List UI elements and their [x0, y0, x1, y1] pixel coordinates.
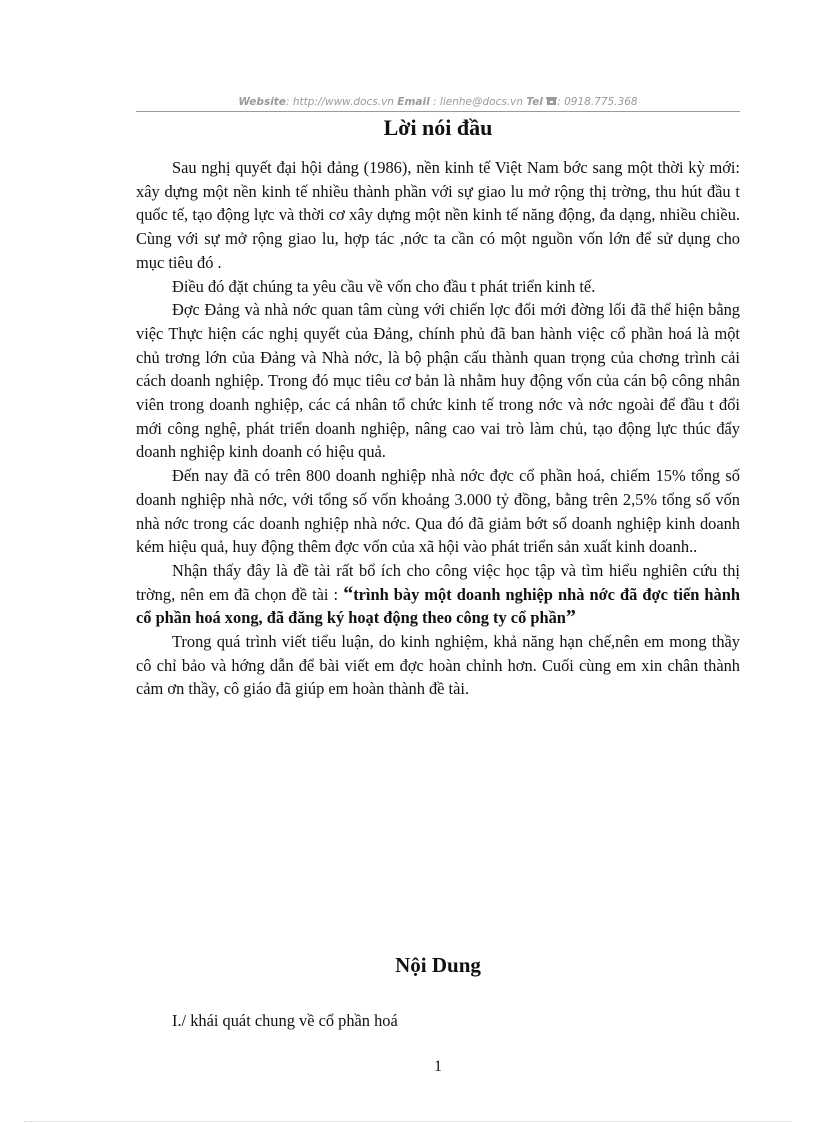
paragraph: Điều đó đặt chúng ta yêu cầu về vốn cho đầu t phát triển kinh tế.	[172, 276, 596, 296]
open-quote: “	[343, 582, 354, 605]
page-header	[136, 96, 740, 108]
document-body	[136, 156, 740, 701]
website-label: Website	[238, 96, 286, 108]
topic-paragraph	[136, 559, 740, 630]
tel-value: : 0918.775.368	[557, 96, 638, 108]
close-quote: ”	[565, 606, 576, 629]
paragraph: Đến nay đã có trên 800 doanh nghiệp nhà nớc đợc cổ phần hoá, chiếm 15% tổng số doanh nghiệp nhà nớc, với tổng số vốn khoảng 3.000 tỷ đồng, bằng trên 2,5% tổng số vốn nhà nớc trong các doanh nghiệp nhà nớc. Qua đó đã giảm bớt số doanh nghiệp kinh doanh kém hiệu quả, huy động thêm đợc vốn của xã hội vào phát triển sản xuất kinh doanh..	[136, 466, 740, 557]
tel-label: Tel	[526, 96, 543, 108]
topic-title: trình bày một doanh nghiệp nhà nớc đã đợc tiến hành cổ phần hoá xong, đã đăng ký hoạt động theo công ty cổ phần	[136, 584, 740, 628]
paragraph: Sau nghị quyết đại hội đảng (1986), nền kinh tế Việt Nam bớc sang một thời kỳ mới: xây dựng một nền kinh tế nhiều thành phần với sự giao lu mở rộng thị trờng, thu hút đầu t quốc tế, tạo động lực và thời cơ xây dựng một nền kinh tế năng động, đa dạng, nhiều chiều. Cùng với sự mở rộng giao lu, hợp tác ,nớc ta cần có một nguồn vốn lớn để sử dụng cho mục tiêu đó .	[136, 158, 740, 272]
section-title: Nội Dung	[395, 953, 481, 977]
subsection-heading: I./ khái quát chung về cổ phần hoá	[172, 1011, 398, 1030]
website-value[interactable]: : http://www.docs.vn	[285, 96, 394, 108]
email-label: Email	[397, 96, 430, 108]
closing-paragraph: Trong quá trình viết tiểu luận, do kinh nghiệm, khả năng hạn chế,nên em mong thầy cô chỉ bảo và hớng dẫn để bài viết em đợc hoàn chỉnh hơn. Cuối cùng em xin chân thành cảm ơn thầy, cô giáo đã giúp em hoàn thành đề tài.	[136, 632, 740, 699]
page-number: 1	[434, 1058, 442, 1075]
page-bottom-border	[24, 1121, 792, 1122]
topic-lead: Nhận thấy đây là đề tài rất bổ ích cho công việc học tập và tìm hiểu nghiên cứu thị trờng, nên em đã chọn đề tài :	[136, 560, 740, 604]
paragraph: Đợc Đảng và nhà nớc quan tâm cùng với chiến lợc đổi mới đờng lối đã thể hiện bằng việc Thực hiện các nghị quyết của Đảng, chính phủ đã ban hành việc cổ phần hoá là một chủ trơng lớn của Đảng và Nhà nớc, là bộ phận cấu thành quan trọng của chơng trình cải cách doanh nghiệp. Trong đó mục tiêu cơ bản là nhằm huy động vốn của cán bộ công nhân viên trong doanh nghiệp, các cá nhân tổ chức kinh tế trong nớc và nớc ngoài để đầu t đổi mới công nghệ, phát triển doanh nghiệp, nâng cao vai trò làm chủ, tạo động lực thúc đẩy doanh nghiệp kinh doanh có hiệu quả.	[136, 300, 740, 462]
phone-icon	[546, 96, 557, 108]
email-value[interactable]: : lienhe@docs.vn	[433, 96, 524, 108]
header-divider	[136, 111, 740, 112]
page-title: Lời nói đầu	[383, 115, 493, 140]
